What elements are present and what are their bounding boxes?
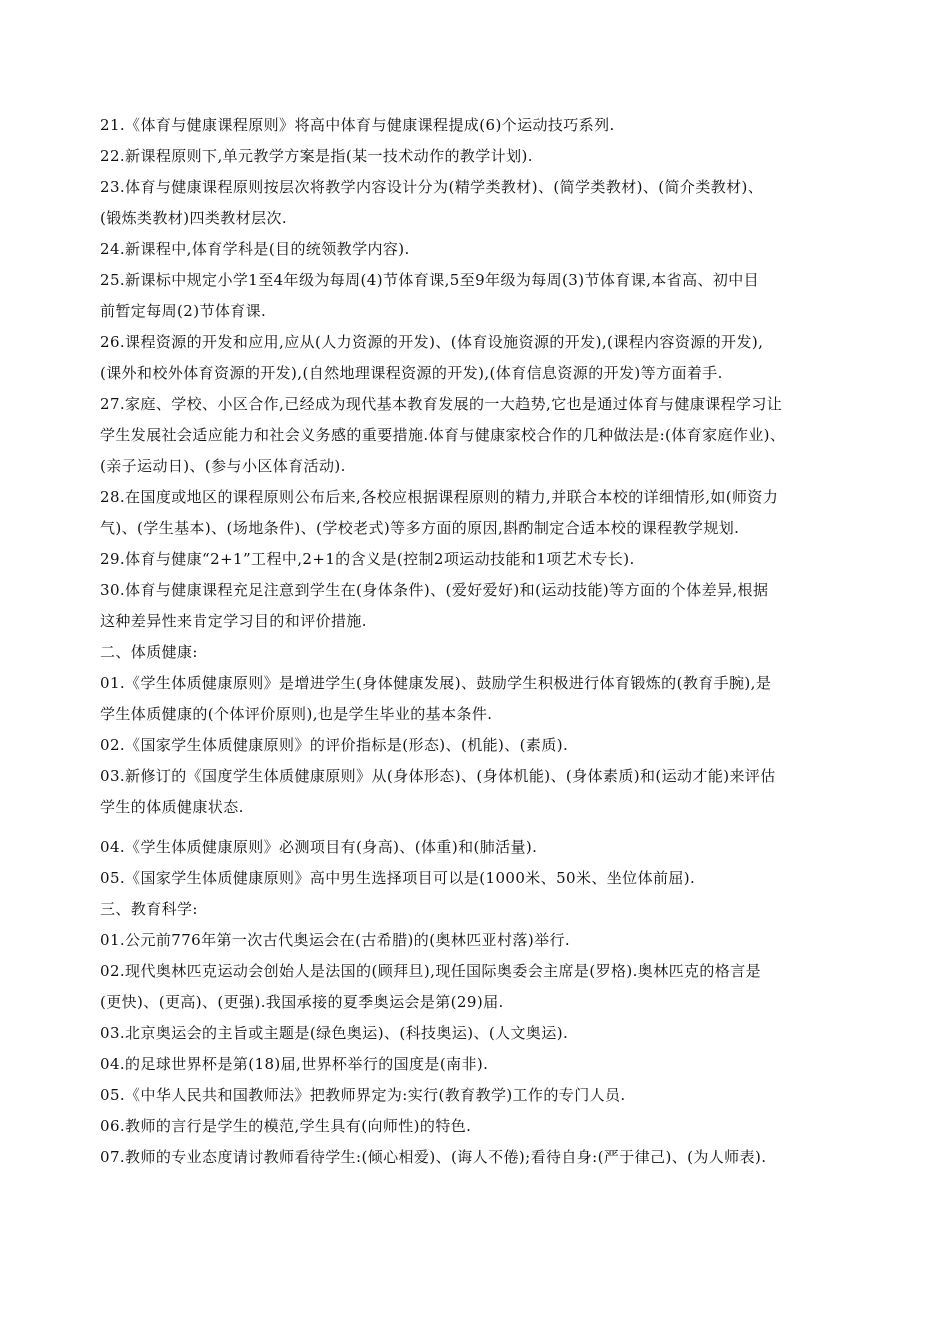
text-line: (锻炼类教材)四类教材层次.: [100, 209, 288, 227]
text-line: 30.体育与健康课程充足注意到学生在(身体条件)、(爱好爱好)和(运动技能)等方面的个体差异,根据: [100, 581, 769, 599]
text-line: 学生体质健康的(个体评价原则),也是学生毕业的基本条件.: [100, 705, 493, 723]
text-line: 01.公元前776年第一次古代奥运会在(古希腊)的(奥林匹亚村落)举行.: [100, 931, 571, 949]
text-line: 07.教师的专业态度请讨教师看待学生:(倾心相爱)、(诲人不倦);看待自身:(严于律己)、(为人师表).: [100, 1148, 767, 1166]
text-line: 04.《学生体质健康原则》必测项目有(身高)、(体重)和(肺活量).: [100, 838, 538, 856]
text-line: (亲子运动日)、(参与小区体育活动).: [100, 457, 346, 475]
text-line: 04.的足球世界杯是第(18)届,世界杯举行的国度是(南非).: [100, 1055, 489, 1073]
text-line: 26.课程资源的开发和应用,应从(人力资源的开发)、(体育设施资源的开发),(课程内容资源的开发),: [100, 333, 764, 351]
text-line: (更快)、(更高)、(更强).我国承接的夏季奥运会是第(29)届.: [100, 993, 504, 1011]
text-line: (课外和校外体育资源的开发),(自然地理课程资源的开发),(体育信息资源的开发)等方面着手.: [100, 364, 723, 382]
text-line: 这种差异性来肯定学习目的和评价措施.: [100, 612, 367, 630]
text-line: 学生的体质健康状态.: [100, 798, 244, 816]
text-line: 25.新课标中规定小学1至4年级为每周(4)节体育课,5至9年级为每周(3)节体育课,本省高、初中目: [100, 271, 760, 289]
text-line: 03.北京奥运会的主旨或主题是(绿色奥运)、(科技奥运)、(人文奥运).: [100, 1024, 569, 1042]
text-line: 01.《学生体质健康原则》是增进学生(身体健康发展)、鼓励学生积极进行体育锻炼的(教育手腕),是: [100, 674, 772, 692]
text-line: 气)、(学生基本)、(场地条件)、(学校老式)等多方面的原因,斟酌制定合适本校的课程教学规划.: [100, 519, 740, 537]
document-page: [100, 110, 855, 1173]
text-line: 27.家庭、学校、小区合作,已经成为现代基本教育发展的一大趋势,它也是通过体育与健康课程学习让: [100, 395, 783, 413]
text-line: 05.《中华人民共和国教师法》把教师界定为:实行(教育教学)工作的专门人员.: [100, 1086, 626, 1104]
text-line: 03.新修订的《国度学生体质健康原则》从(身体形态)、(身体机能)、(身体素质)和(运动才能)来评估: [100, 767, 776, 785]
text-line: 02.现代奥林匹克运动会创始人是法国的(顾拜旦),现任国际奥委会主席是(罗格).奥林匹克的格言是: [100, 962, 762, 980]
text-line: 02.《国家学生体质健康原则》的评价指标是(形态)、(机能)、(素质).: [100, 736, 569, 754]
text-line: 05.《国家学生体质健康原则》高中男生选择项目可以是(1000米、50米、坐位体前屈).: [100, 869, 696, 887]
text-line: 学生发展社会适应能力和社会义务感的重要措施.体育与健康家校合作的几种做法是:(体育家庭作业)、: [100, 426, 786, 444]
text-line: 前暂定每周(2)节体育课.: [100, 302, 267, 320]
section-heading: 三、教育科学:: [100, 900, 198, 918]
text-line: 22.新课程原则下,单元教学方案是指(某一技术动作的教学计划).: [100, 147, 533, 165]
text-line: 06.教师的言行是学生的模范,学生具有(向师性)的特色.: [100, 1117, 472, 1135]
text-line: 23.体育与健康课程原则按层次将教学内容设计分为(精学类教材)、(简学类教材)、(简介类教材)、: [100, 178, 764, 196]
text-line: 21.《体育与健康课程原则》将高中体育与健康课程提成(6)个运动技巧系列.: [100, 116, 615, 134]
text-line: 29.体育与健康“2+1”工程中,2+1的含义是(控制2项运动技能和1项艺术专长).: [100, 550, 635, 568]
paragraph-gap: [100, 823, 855, 832]
text-line: 28.在国度或地区的课程原则公布后来,各校应根据课程原则的精力,并联合本校的详细情形,如(师资力: [100, 488, 779, 506]
section-heading: 二、体质健康:: [100, 643, 198, 661]
text-line: 24.新课程中,体育学科是(目的统领教学内容).: [100, 240, 410, 258]
